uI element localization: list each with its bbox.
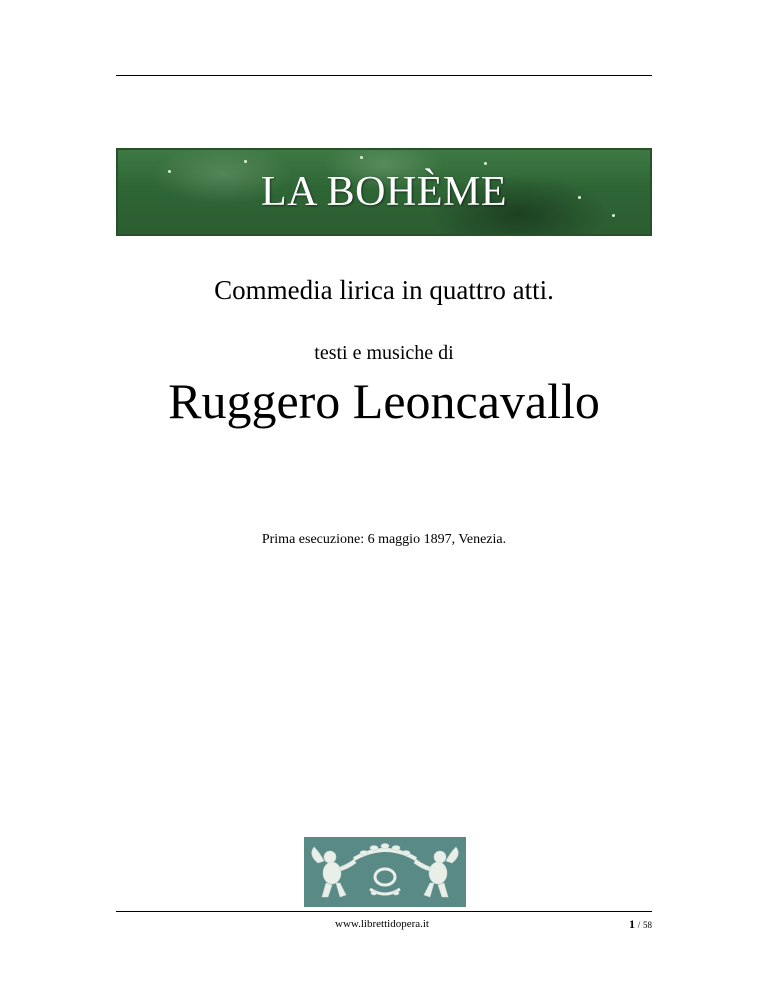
cherubs-garland-emblem	[304, 837, 466, 907]
bottom-rule	[116, 911, 652, 912]
sparkle	[244, 160, 247, 163]
subtitle: Commedia lirica in quattro atti.	[214, 275, 554, 305]
total-pages: 58	[643, 920, 652, 930]
sparkle	[578, 196, 581, 199]
sparkle	[360, 156, 363, 159]
sparkle	[484, 162, 487, 165]
cherubs-garland-icon	[304, 837, 466, 907]
premiere-info: Prima esecuzione: 6 maggio 1897, Venezia.	[261, 532, 507, 547]
page-separator: /	[637, 920, 641, 930]
top-rule	[116, 75, 652, 76]
footer-url[interactable]: www.librettidopera.it	[335, 918, 429, 930]
sparkle	[168, 170, 171, 173]
composer-name: Ruggero Leoncavallo	[168, 373, 600, 429]
current-page: 1	[628, 917, 635, 931]
title-banner	[116, 148, 652, 236]
credit-label: testi e musiche di	[314, 342, 454, 364]
sparkle	[612, 214, 615, 217]
page-number	[629, 917, 652, 932]
opera-title: LA BOHÈME	[261, 169, 507, 215]
